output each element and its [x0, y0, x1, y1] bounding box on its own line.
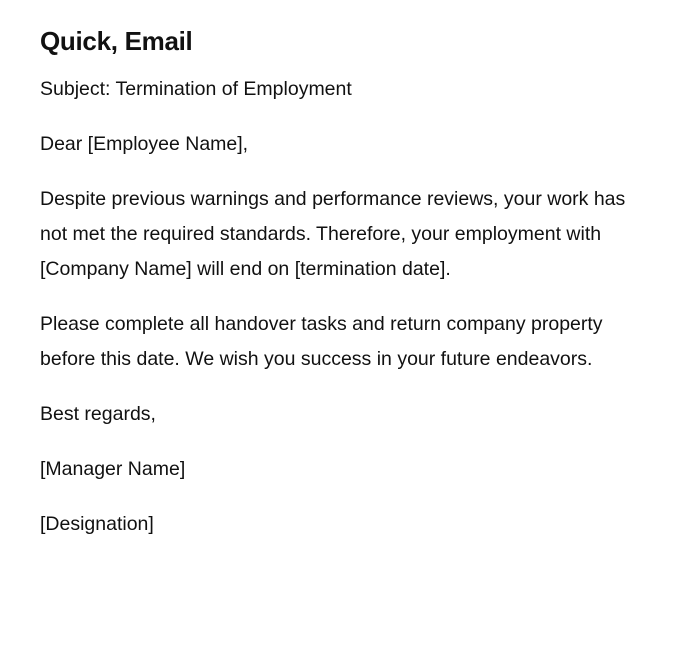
document-title: Quick, Email: [40, 26, 193, 56]
signature-name: [Manager Name]: [40, 458, 186, 480]
signature-designation: [Designation]: [40, 513, 154, 535]
closing: Best regards,: [40, 403, 156, 425]
subject-line: Subject: Termination of Employment: [40, 78, 352, 100]
body-paragraph: Please complete all handover tasks and return company property before this date. We wish you success in your future endeavors.: [40, 313, 603, 370]
salutation: Dear [Employee Name],: [40, 133, 249, 155]
body-paragraph: Despite previous warnings and performance reviews, your work has not met the required standards. Therefore, your employment with [Company Name] will end on [termination date].: [40, 188, 626, 280]
